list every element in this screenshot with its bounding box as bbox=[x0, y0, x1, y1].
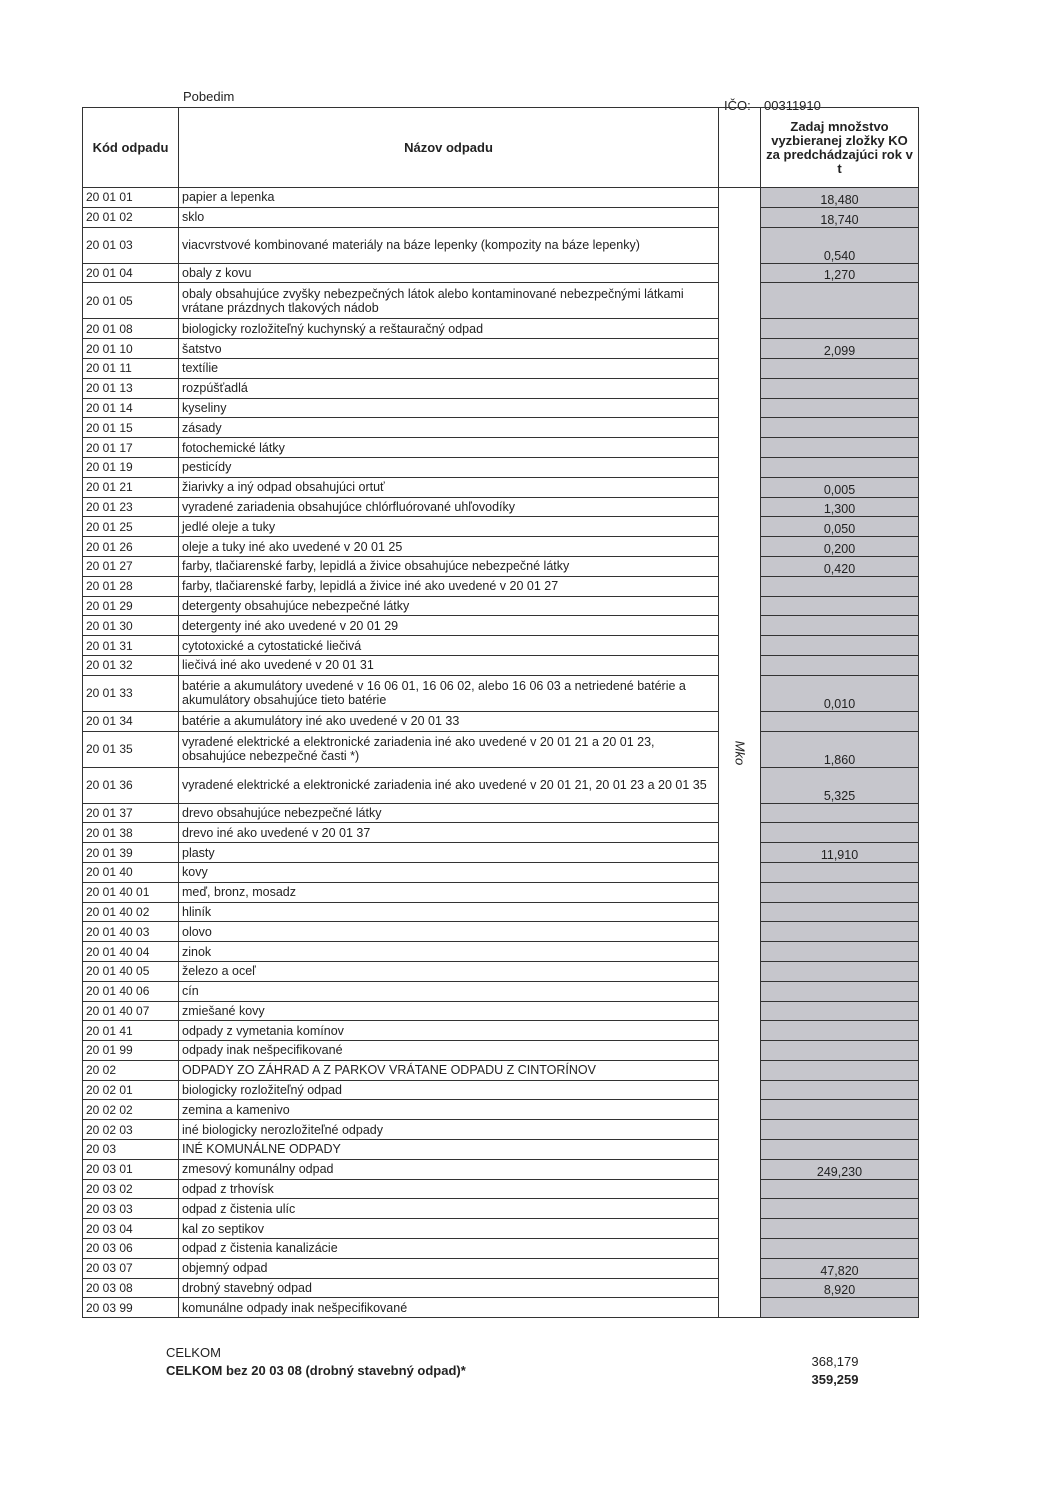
municipality-name: Pobedim bbox=[183, 89, 235, 104]
amount-cell bbox=[761, 803, 919, 823]
table-row bbox=[83, 283, 919, 319]
table-row bbox=[83, 319, 919, 339]
amount-cell: 0,050 bbox=[761, 517, 919, 537]
amount-cell bbox=[761, 711, 919, 731]
amount-cell bbox=[761, 902, 919, 922]
waste-name: rozpúšťadlá bbox=[179, 378, 719, 398]
amount-cell bbox=[761, 319, 919, 339]
table-row bbox=[83, 263, 919, 283]
column-header-name: Názov odpadu bbox=[179, 108, 719, 188]
waste-name: iné biologicky nerozložiteľné odpady bbox=[179, 1120, 719, 1140]
waste-code: 20 01 40 bbox=[83, 862, 179, 882]
waste-name: INÉ KOMUNÁLNE ODPADY bbox=[179, 1140, 719, 1160]
amount-cell bbox=[761, 1140, 919, 1160]
totals-values bbox=[760, 1353, 910, 1389]
waste-code: 20 03 06 bbox=[83, 1239, 179, 1259]
table-row bbox=[83, 398, 919, 418]
amount-cell bbox=[761, 922, 919, 942]
waste-code: 20 01 36 bbox=[83, 767, 179, 803]
table-row bbox=[83, 981, 919, 1001]
waste-name: žiarivky a iný odpad obsahujúci ortuť bbox=[179, 477, 719, 497]
table-row bbox=[83, 477, 919, 497]
table-row bbox=[83, 1100, 919, 1120]
waste-name: meď, bronz, mosadz bbox=[179, 882, 719, 902]
waste-name: cytotoxické a cytostatické liečivá bbox=[179, 636, 719, 656]
waste-name: zemina a kamenivo bbox=[179, 1100, 719, 1120]
waste-name: detergenty obsahujúce nebezpečné látky bbox=[179, 596, 719, 616]
amount-cell bbox=[761, 1219, 919, 1239]
waste-code: 20 01 41 bbox=[83, 1021, 179, 1041]
waste-code: 20 03 99 bbox=[83, 1298, 179, 1318]
amount-cell bbox=[761, 961, 919, 981]
waste-code: 20 01 29 bbox=[83, 596, 179, 616]
waste-name: biologicky rozložiteľný odpad bbox=[179, 1080, 719, 1100]
amount-cell bbox=[761, 636, 919, 656]
waste-name: drevo obsahujúce nebezpečné látky bbox=[179, 803, 719, 823]
table-row bbox=[83, 1278, 919, 1298]
amount-cell bbox=[761, 1199, 919, 1219]
waste-name: šatstvo bbox=[179, 339, 719, 359]
waste-code: 20 01 28 bbox=[83, 576, 179, 596]
waste-code: 20 01 17 bbox=[83, 438, 179, 458]
waste-name: cín bbox=[179, 981, 719, 1001]
amount-cell bbox=[761, 1120, 919, 1140]
waste-code: 20 02 02 bbox=[83, 1100, 179, 1120]
waste-name: odpady inak nešpecifikované bbox=[179, 1041, 719, 1061]
waste-name: obaly obsahujúce zvyšky nebezpečných látok alebo kontaminované nebezpečnými látkami vrátane prázdnych tlakových nádob bbox=[179, 283, 719, 319]
amount-cell bbox=[761, 1239, 919, 1259]
amount-cell: 5,325 bbox=[761, 767, 919, 803]
waste-code: 20 01 40 03 bbox=[83, 922, 179, 942]
amount-cell bbox=[761, 1100, 919, 1120]
waste-name: zásady bbox=[179, 418, 719, 438]
table-row bbox=[83, 843, 919, 863]
table-row bbox=[83, 556, 919, 576]
mko-column bbox=[719, 188, 761, 1318]
waste-name: kovy bbox=[179, 862, 719, 882]
amount-cell bbox=[761, 457, 919, 477]
waste-code: 20 01 32 bbox=[83, 655, 179, 675]
waste-name: vyradené elektrické a elektronické zariadenia iné ako uvedené v 20 01 21, 20 01 23 a 20 01 35 bbox=[179, 767, 719, 803]
amount-cell: 249,230 bbox=[761, 1159, 919, 1179]
waste-name: batérie a akumulátory uvedené v 16 06 01, 16 06 02, alebo 16 06 03 a netriedené batérie a akumulátory obsahujúce tieto batérie bbox=[179, 675, 719, 711]
waste-code: 20 01 33 bbox=[83, 675, 179, 711]
column-header-gap bbox=[719, 108, 761, 188]
amount-cell bbox=[761, 1298, 919, 1318]
amount-cell bbox=[761, 823, 919, 843]
table-row bbox=[83, 1159, 919, 1179]
waste-name: odpad z trhovísk bbox=[179, 1179, 719, 1199]
waste-name: kal zo septikov bbox=[179, 1219, 719, 1239]
table-row bbox=[83, 616, 919, 636]
waste-code: 20 02 01 bbox=[83, 1080, 179, 1100]
amount-cell bbox=[761, 1060, 919, 1080]
waste-code: 20 01 15 bbox=[83, 418, 179, 438]
table-row bbox=[83, 1060, 919, 1080]
table-row bbox=[83, 537, 919, 557]
table-row bbox=[83, 576, 919, 596]
waste-code: 20 01 03 bbox=[83, 227, 179, 263]
table-row bbox=[83, 711, 919, 731]
waste-code: 20 01 21 bbox=[83, 477, 179, 497]
table-row bbox=[83, 1021, 919, 1041]
waste-name: liečivá iné ako uvedené v 20 01 31 bbox=[179, 655, 719, 675]
waste-code: 20 01 40 02 bbox=[83, 902, 179, 922]
table-row bbox=[83, 418, 919, 438]
table-row bbox=[83, 1219, 919, 1239]
total-excl-value: 359,259 bbox=[811, 1372, 859, 1387]
amount-cell bbox=[761, 1021, 919, 1041]
waste-name: farby, tlačiarenské farby, lepidlá a živice obsahujúce nebezpečné látky bbox=[179, 556, 719, 576]
amount-cell: 8,920 bbox=[761, 1278, 919, 1298]
waste-code: 20 01 05 bbox=[83, 283, 179, 319]
waste-name: ODPADY ZO ZÁHRAD A Z PARKOV VRÁTANE ODPADU Z CINTORÍNOV bbox=[179, 1060, 719, 1080]
table-row bbox=[83, 1140, 919, 1160]
waste-code: 20 01 02 bbox=[83, 207, 179, 227]
table-row bbox=[83, 902, 919, 922]
column-header-code: Kód odpadu bbox=[83, 108, 179, 188]
waste-code: 20 01 34 bbox=[83, 711, 179, 731]
amount-cell bbox=[761, 616, 919, 636]
waste-name: olovo bbox=[179, 922, 719, 942]
table-row bbox=[83, 438, 919, 458]
waste-code: 20 03 bbox=[83, 1140, 179, 1160]
waste-code: 20 02 03 bbox=[83, 1120, 179, 1140]
table-row bbox=[83, 961, 919, 981]
waste-name: drobný stavebný odpad bbox=[179, 1278, 719, 1298]
amount-cell: 1,300 bbox=[761, 497, 919, 517]
amount-cell bbox=[761, 398, 919, 418]
amount-cell: 11,910 bbox=[761, 843, 919, 863]
waste-name: komunálne odpady inak nešpecifikované bbox=[179, 1298, 719, 1318]
waste-name: zmiešané kovy bbox=[179, 1001, 719, 1021]
amount-cell: 0,540 bbox=[761, 227, 919, 263]
table-row bbox=[83, 922, 919, 942]
waste-name: odpady z vymetania komínov bbox=[179, 1021, 719, 1041]
table-row bbox=[83, 675, 919, 711]
waste-code: 20 01 25 bbox=[83, 517, 179, 537]
amount-cell bbox=[761, 283, 919, 319]
amount-cell bbox=[761, 1179, 919, 1199]
waste-name: vyradené zariadenia obsahujúce chlórfluórované uhľovodíky bbox=[179, 497, 719, 517]
table-row bbox=[83, 731, 919, 767]
table-row bbox=[83, 517, 919, 537]
table-row bbox=[83, 1298, 919, 1318]
waste-name: jedlé oleje a tuky bbox=[179, 517, 719, 537]
total-label: CELKOM bbox=[166, 1345, 221, 1360]
waste-code: 20 01 35 bbox=[83, 731, 179, 767]
amount-cell bbox=[761, 378, 919, 398]
total-value: 368,179 bbox=[811, 1354, 859, 1369]
waste-code: 20 01 13 bbox=[83, 378, 179, 398]
table-row bbox=[83, 1239, 919, 1259]
table-body bbox=[83, 188, 919, 1318]
waste-name: zmesový komunálny odpad bbox=[179, 1159, 719, 1179]
amount-cell bbox=[761, 655, 919, 675]
waste-code: 20 03 01 bbox=[83, 1159, 179, 1179]
table-row bbox=[83, 188, 919, 208]
waste-code: 20 01 01 bbox=[83, 188, 179, 208]
amount-cell: 0,200 bbox=[761, 537, 919, 557]
table-row bbox=[83, 942, 919, 962]
table-row bbox=[83, 882, 919, 902]
table-row bbox=[83, 227, 919, 263]
waste-name: obaly z kovu bbox=[179, 263, 719, 283]
table-row bbox=[83, 1258, 919, 1278]
waste-name: biologicky rozložiteľný kuchynský a reštauračný odpad bbox=[179, 319, 719, 339]
amount-cell bbox=[761, 596, 919, 616]
total-excl-label: CELKOM bez 20 03 08 (drobný stavebný odpad)* bbox=[166, 1363, 466, 1378]
table-row bbox=[83, 1001, 919, 1021]
table-row bbox=[83, 1080, 919, 1100]
waste-code: 20 01 10 bbox=[83, 339, 179, 359]
table-row bbox=[83, 1041, 919, 1061]
waste-name: kyseliny bbox=[179, 398, 719, 418]
waste-code: 20 01 40 04 bbox=[83, 942, 179, 962]
amount-cell bbox=[761, 438, 919, 458]
amount-cell: 1,860 bbox=[761, 731, 919, 767]
amount-cell bbox=[761, 1080, 919, 1100]
waste-name: textílie bbox=[179, 358, 719, 378]
amount-cell bbox=[761, 1041, 919, 1061]
amount-cell bbox=[761, 418, 919, 438]
mko-label: Mko bbox=[732, 740, 748, 765]
table-row bbox=[83, 378, 919, 398]
waste-name: drevo iné ako uvedené v 20 01 37 bbox=[179, 823, 719, 843]
waste-name: zinok bbox=[179, 942, 719, 962]
waste-name: farby, tlačiarenské farby, lepidlá a živice iné ako uvedené v 20 01 27 bbox=[179, 576, 719, 596]
waste-code: 20 01 40 06 bbox=[83, 981, 179, 1001]
waste-code: 20 01 19 bbox=[83, 457, 179, 477]
waste-name: plasty bbox=[179, 843, 719, 863]
amount-cell bbox=[761, 862, 919, 882]
waste-code: 20 01 40 07 bbox=[83, 1001, 179, 1021]
waste-code: 20 03 04 bbox=[83, 1219, 179, 1239]
table-row bbox=[83, 862, 919, 882]
waste-table bbox=[82, 107, 919, 1318]
table-row bbox=[83, 596, 919, 616]
table-row bbox=[83, 767, 919, 803]
waste-name: odpad z čistenia kanalizácie bbox=[179, 1239, 719, 1259]
waste-code: 20 01 11 bbox=[83, 358, 179, 378]
table-row bbox=[83, 655, 919, 675]
waste-name: odpad z čistenia ulíc bbox=[179, 1199, 719, 1219]
waste-code: 20 01 08 bbox=[83, 319, 179, 339]
amount-cell: 0,420 bbox=[761, 556, 919, 576]
waste-name: papier a lepenka bbox=[179, 188, 719, 208]
amount-cell bbox=[761, 882, 919, 902]
waste-name: vyradené elektrické a elektronické zariadenia iné ako uvedené v 20 01 21 a 20 01 23, obsahujúce nebezpečné časti *) bbox=[179, 731, 719, 767]
waste-code: 20 01 38 bbox=[83, 823, 179, 843]
amount-cell: 2,099 bbox=[761, 339, 919, 359]
waste-code: 20 03 08 bbox=[83, 1278, 179, 1298]
waste-code: 20 01 23 bbox=[83, 497, 179, 517]
waste-code: 20 01 40 05 bbox=[83, 961, 179, 981]
waste-code: 20 01 31 bbox=[83, 636, 179, 656]
amount-cell: 0,010 bbox=[761, 675, 919, 711]
waste-code: 20 01 39 bbox=[83, 843, 179, 863]
table-header-row bbox=[83, 108, 919, 188]
waste-code: 20 03 02 bbox=[83, 1179, 179, 1199]
table-row bbox=[83, 1179, 919, 1199]
waste-code: 20 01 99 bbox=[83, 1041, 179, 1061]
totals-labels bbox=[166, 1344, 466, 1380]
table-row bbox=[83, 358, 919, 378]
ico-label: IČO: bbox=[724, 98, 751, 113]
amount-cell: 47,820 bbox=[761, 1258, 919, 1278]
amount-cell bbox=[761, 1001, 919, 1021]
waste-code: 20 03 07 bbox=[83, 1258, 179, 1278]
waste-code: 20 01 27 bbox=[83, 556, 179, 576]
table-row bbox=[83, 1120, 919, 1140]
waste-name: objemný odpad bbox=[179, 1258, 719, 1278]
amount-cell bbox=[761, 576, 919, 596]
column-header-amount: Zadaj množstvo vyzbieranej zložky KO za predchádzajúci rok v t bbox=[761, 108, 919, 188]
waste-code: 20 01 40 01 bbox=[83, 882, 179, 902]
table-row bbox=[83, 1199, 919, 1219]
amount-cell: 18,480 bbox=[761, 188, 919, 208]
amount-cell: 0,005 bbox=[761, 477, 919, 497]
amount-cell bbox=[761, 358, 919, 378]
waste-name: hliník bbox=[179, 902, 719, 922]
waste-code: 20 01 37 bbox=[83, 803, 179, 823]
amount-cell: 18,740 bbox=[761, 207, 919, 227]
amount-cell: 1,270 bbox=[761, 263, 919, 283]
table-row bbox=[83, 457, 919, 477]
table-row bbox=[83, 823, 919, 843]
table-row bbox=[83, 497, 919, 517]
table-row bbox=[83, 339, 919, 359]
waste-name: železo a oceľ bbox=[179, 961, 719, 981]
table-row bbox=[83, 207, 919, 227]
waste-name: detergenty iné ako uvedené v 20 01 29 bbox=[179, 616, 719, 636]
waste-name: fotochemické látky bbox=[179, 438, 719, 458]
waste-code: 20 01 14 bbox=[83, 398, 179, 418]
waste-code: 20 02 bbox=[83, 1060, 179, 1080]
table-row bbox=[83, 636, 919, 656]
waste-code: 20 03 03 bbox=[83, 1199, 179, 1219]
waste-name: viacvrstvové kombinované materiály na báze lepenky (kompozity na báze lepenky) bbox=[179, 227, 719, 263]
waste-name: batérie a akumulátory iné ako uvedené v 20 01 33 bbox=[179, 711, 719, 731]
amount-cell bbox=[761, 981, 919, 1001]
waste-code: 20 01 30 bbox=[83, 616, 179, 636]
amount-cell bbox=[761, 942, 919, 962]
ico-value: 00311910 bbox=[764, 98, 821, 113]
waste-name: pesticídy bbox=[179, 457, 719, 477]
waste-code: 20 01 26 bbox=[83, 537, 179, 557]
waste-name: oleje a tuky iné ako uvedené v 20 01 25 bbox=[179, 537, 719, 557]
waste-name: sklo bbox=[179, 207, 719, 227]
table-row bbox=[83, 803, 919, 823]
waste-code: 20 01 04 bbox=[83, 263, 179, 283]
